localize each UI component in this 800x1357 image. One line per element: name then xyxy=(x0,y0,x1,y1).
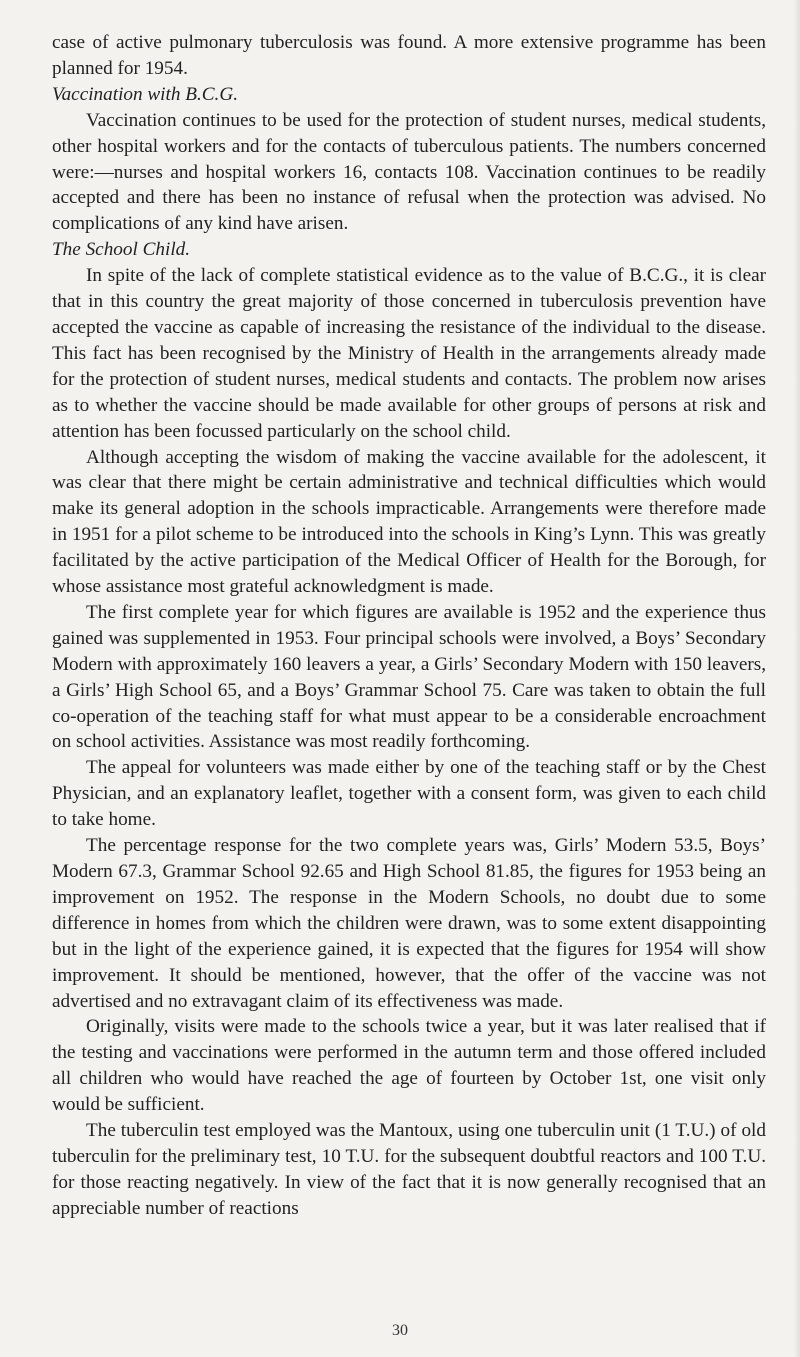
document-page xyxy=(52,30,766,1222)
body-paragraph: The appeal for volunteers was made either by one of the teaching staff or by the Chest Physician, and an explanatory leaflet, together with a consent form, was given to each child to take home. xyxy=(52,757,766,831)
intro-paragraph: case of active pulmonary tuberculosis was found. A more extensive programme has been planned for 1954. xyxy=(52,32,766,79)
body-paragraph: The first complete year for which figures are available is 1952 and the experience thus gained was supplemented in 1953. Four principal schools were involved, a Boys’ Secondary Modern with approximately 160 leavers a year, a Girls’ Secondary Modern with 150 leavers, a Girls’ High School 65, and a Boys’ Grammar School 75. Care was taken to obtain the full co-operation of the teaching staff for what must appear to be a considerable encroachment on school activities. Assistance was most readily forthcoming. xyxy=(52,601,766,753)
section-bcg-vaccination xyxy=(52,82,766,237)
body-paragraph: Although accepting the wisdom of making the vaccine available for the adolescent, it was clear that there might be certain administrative and technical difficulties which would make its general adoption in the schools impracticable. Arrangements were therefore made in 1951 for a pilot scheme to be introduced into the schools in King’s Lynn. This was greatly facilitated by the active participation of the Medical Officer of Health for the Borough, for whose assistance most grateful acknowledgment is made. xyxy=(52,446,766,598)
section-school-child xyxy=(52,237,766,1221)
body-paragraph: The percentage response for the two complete years was, Girls’ Modern 53.5, Boys’ Modern 67.3, Grammar School 92.65 and High School 81.85, the figures for 1953 being an improvement on 1952. The response in the Modern Schools, no doubt due to some difference in homes from which the children were drawn, was to some extent disappointing but in the light of the experience gained, it is expected that the figures for 1954 will show improvement. It should be mentioned, however, that the offer of the vaccine was not advertised and no extravagant claim of its effectiveness was made. xyxy=(52,835,766,1012)
section-heading: Vaccination with B.C.G. xyxy=(52,83,238,105)
body-paragraph: Vaccination continues to be used for the protection of student nurses, medical students, other hospital workers and for the contacts of tuberculous patients. The numbers concerned were:—nurses and hospital workers 16, contacts 108. Vaccination continues to be readily accepted and there has been no instance of refusal when the protection was advised. No complications of any kind have arisen. xyxy=(52,109,766,235)
body-paragraph: The tuberculin test employed was the Mantoux, using one tuberculin unit (1 T.U.) of old tuberculin for the preliminary test, 10 T.U. for the subsequent doubtful reactors and 100 T.U. for those reacting negatively. In view of the fact that it is now generally recognised that an appreciable number of reactions xyxy=(52,1120,766,1219)
page-number: 30 xyxy=(392,1322,408,1339)
body-paragraph: In spite of the lack of complete statistical evidence as to the value of B.C.G., it is clear that in this country the great majority of those concerned in tuberculosis prevention have accepted the vaccine as capable of increasing the resistance of the individual to the disease. This fact has been recognised by the Ministry of Health in the arrangements already made for the protection of student nurses, medical students and contacts. The problem now arises as to whether the vaccine should be made available for other groups of persons at risk and attention has been focussed particularly on the school child. xyxy=(52,265,766,442)
page-edge-shadow xyxy=(794,0,800,1357)
body-paragraph: Originally, visits were made to the schools twice a year, but it was later realised that if the testing and vaccinations were performed in the autumn term and those offered included all children who would have reached the age of fourteen by October 1st, one visit only would be sufficient. xyxy=(52,1016,766,1116)
section-heading: The School Child. xyxy=(52,239,191,261)
